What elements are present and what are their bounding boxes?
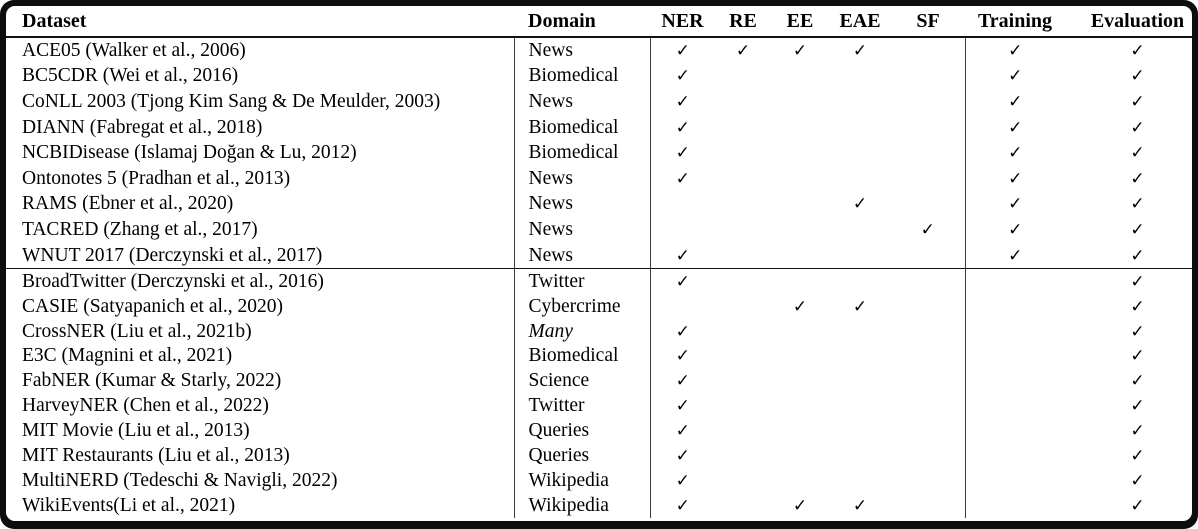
ner-check-cell bbox=[650, 319, 715, 344]
eae-check-cell bbox=[829, 37, 891, 64]
ner-check-cell bbox=[650, 344, 715, 369]
dataset-cell: MIT Restaurants (Liu et al., 2013) bbox=[22, 445, 290, 467]
dataset-cell: CrossNER (Liu et al., 2021b) bbox=[22, 320, 252, 342]
ner-check-cell bbox=[650, 243, 715, 269]
table-row bbox=[6, 294, 1192, 319]
column-header-domain: Domain bbox=[514, 6, 650, 37]
ee-check-cell bbox=[771, 166, 829, 192]
domain-cell: News bbox=[514, 37, 650, 64]
check-icon: ✓ bbox=[1130, 40, 1145, 61]
check-icon: ✓ bbox=[1130, 396, 1145, 417]
ner-check-cell bbox=[650, 192, 715, 218]
check-icon: ✓ bbox=[675, 40, 690, 61]
training-check-cell bbox=[965, 37, 1065, 64]
eae-check-cell bbox=[829, 64, 891, 90]
table-row bbox=[6, 89, 1192, 115]
eae-check-cell bbox=[829, 89, 891, 115]
ee-check-cell bbox=[771, 294, 829, 319]
domain-cell: News bbox=[514, 166, 650, 192]
re-check-cell bbox=[715, 294, 771, 319]
eae-check-cell bbox=[829, 369, 891, 394]
sf-check-cell bbox=[891, 269, 965, 294]
sf-check-cell bbox=[891, 166, 965, 192]
re-check-cell bbox=[715, 192, 771, 218]
check-icon: ✓ bbox=[1130, 421, 1145, 442]
eae-check-cell bbox=[829, 493, 891, 518]
check-icon: ✓ bbox=[1130, 194, 1145, 215]
check-icon: ✓ bbox=[675, 117, 690, 138]
table-row bbox=[6, 394, 1192, 419]
check-icon: ✓ bbox=[1008, 91, 1023, 112]
training-check-cell bbox=[965, 369, 1065, 394]
eae-check-cell bbox=[829, 140, 891, 166]
evaluation-check-cell bbox=[1065, 166, 1192, 192]
dataset-cell: FabNER (Kumar & Starly, 2022) bbox=[22, 370, 282, 392]
training-check-cell bbox=[965, 419, 1065, 444]
check-icon: ✓ bbox=[1130, 296, 1145, 317]
ee-check-cell bbox=[771, 89, 829, 115]
domain-cell: News bbox=[514, 217, 650, 243]
re-check-cell bbox=[715, 217, 771, 243]
table-row bbox=[6, 468, 1192, 493]
re-check-cell bbox=[715, 140, 771, 166]
evaluation-check-cell bbox=[1065, 192, 1192, 218]
domain-cell: Biomedical bbox=[514, 115, 650, 141]
check-icon: ✓ bbox=[675, 421, 690, 442]
datasets-table bbox=[6, 6, 1192, 518]
check-icon: ✓ bbox=[675, 271, 690, 292]
eae-check-cell bbox=[829, 192, 891, 218]
domain-cell: Biomedical bbox=[514, 140, 650, 166]
ee-check-cell bbox=[771, 493, 829, 518]
eae-check-cell bbox=[829, 294, 891, 319]
eae-check-cell bbox=[829, 444, 891, 469]
re-check-cell bbox=[715, 89, 771, 115]
evaluation-check-cell bbox=[1065, 115, 1192, 141]
evaluation-check-cell bbox=[1065, 217, 1192, 243]
eae-check-cell bbox=[829, 319, 891, 344]
dataset-cell: BC5CDR (Wei et al., 2016) bbox=[22, 65, 239, 87]
check-icon: ✓ bbox=[792, 495, 808, 516]
ee-check-cell bbox=[771, 243, 829, 269]
table-row bbox=[6, 444, 1192, 469]
evaluation-check-cell bbox=[1065, 369, 1192, 394]
domain-cell: Queries bbox=[514, 419, 650, 444]
column-header-eae: EAE bbox=[829, 6, 891, 37]
sf-check-cell bbox=[891, 243, 965, 269]
section-training-and-evaluation-datasets bbox=[6, 37, 1192, 269]
evaluation-check-cell bbox=[1065, 319, 1192, 344]
check-icon: ✓ bbox=[852, 296, 868, 317]
check-icon: ✓ bbox=[792, 296, 808, 317]
domain-cell: Twitter bbox=[514, 394, 650, 419]
sf-check-cell bbox=[891, 344, 965, 369]
re-check-cell bbox=[715, 269, 771, 294]
ee-check-cell bbox=[771, 319, 829, 344]
check-icon: ✓ bbox=[675, 143, 690, 164]
check-icon: ✓ bbox=[675, 446, 690, 467]
ner-check-cell bbox=[650, 37, 715, 64]
sf-check-cell bbox=[891, 394, 965, 419]
sf-check-cell bbox=[891, 217, 965, 243]
eae-check-cell bbox=[829, 394, 891, 419]
dataset-cell: TACRED (Zhang et al., 2017) bbox=[22, 218, 258, 240]
evaluation-check-cell bbox=[1065, 140, 1192, 166]
table-row bbox=[6, 419, 1192, 444]
domain-cell: Wikipedia bbox=[514, 468, 650, 493]
re-check-cell bbox=[715, 319, 771, 344]
re-check-cell bbox=[715, 493, 771, 518]
domain-cell: News bbox=[514, 243, 650, 269]
check-icon: ✓ bbox=[675, 346, 690, 367]
training-check-cell bbox=[965, 319, 1065, 344]
domain-cell: Science bbox=[514, 369, 650, 394]
check-icon: ✓ bbox=[1130, 271, 1145, 292]
dataset-cell: CoNLL 2003 (Tjong Kim Sang & De Meulder, 2003) bbox=[22, 90, 441, 112]
check-icon: ✓ bbox=[1008, 143, 1023, 164]
dataset-cell: MIT Movie (Liu et al., 2013) bbox=[22, 420, 250, 442]
dataset-cell: DIANN (Fabregat et al., 2018) bbox=[22, 116, 263, 138]
ner-check-cell bbox=[650, 468, 715, 493]
check-icon: ✓ bbox=[1130, 168, 1145, 189]
evaluation-check-cell bbox=[1065, 269, 1192, 294]
ner-check-cell bbox=[650, 64, 715, 90]
table-row bbox=[6, 64, 1192, 90]
ner-check-cell bbox=[650, 115, 715, 141]
domain-cell: Queries bbox=[514, 444, 650, 469]
check-icon: ✓ bbox=[1008, 219, 1023, 240]
eae-check-cell bbox=[829, 269, 891, 294]
check-icon: ✓ bbox=[675, 470, 690, 491]
check-icon: ✓ bbox=[1008, 245, 1023, 266]
domain-cell: Cybercrime bbox=[514, 294, 650, 319]
check-icon: ✓ bbox=[1130, 117, 1145, 138]
re-check-cell bbox=[715, 37, 771, 64]
check-icon: ✓ bbox=[675, 371, 690, 392]
table-sheet bbox=[6, 6, 1192, 521]
sf-check-cell bbox=[891, 444, 965, 469]
table-row bbox=[6, 115, 1192, 141]
evaluation-check-cell bbox=[1065, 37, 1192, 64]
check-icon: ✓ bbox=[1130, 495, 1145, 516]
re-check-cell bbox=[715, 166, 771, 192]
ner-check-cell bbox=[650, 493, 715, 518]
check-icon: ✓ bbox=[792, 40, 808, 61]
training-check-cell bbox=[965, 344, 1065, 369]
ee-check-cell bbox=[771, 444, 829, 469]
ee-check-cell bbox=[771, 419, 829, 444]
training-check-cell bbox=[965, 468, 1065, 493]
eae-check-cell bbox=[829, 344, 891, 369]
sf-check-cell bbox=[891, 140, 965, 166]
table-row bbox=[6, 269, 1192, 294]
check-icon: ✓ bbox=[1130, 371, 1145, 392]
ner-check-cell bbox=[650, 419, 715, 444]
ee-check-cell bbox=[771, 394, 829, 419]
training-check-cell bbox=[965, 217, 1065, 243]
check-icon: ✓ bbox=[1008, 40, 1023, 61]
column-header-ee: EE bbox=[771, 6, 829, 37]
ner-check-cell bbox=[650, 89, 715, 115]
training-check-cell bbox=[965, 140, 1065, 166]
evaluation-check-cell bbox=[1065, 468, 1192, 493]
check-icon: ✓ bbox=[1008, 66, 1023, 87]
check-icon: ✓ bbox=[675, 495, 690, 516]
ner-check-cell bbox=[650, 269, 715, 294]
sf-check-cell bbox=[891, 192, 965, 218]
ner-check-cell bbox=[650, 394, 715, 419]
domain-cell: Wikipedia bbox=[514, 493, 650, 518]
ner-check-cell bbox=[650, 166, 715, 192]
table-row bbox=[6, 369, 1192, 394]
re-check-cell bbox=[715, 369, 771, 394]
evaluation-check-cell bbox=[1065, 444, 1192, 469]
check-icon: ✓ bbox=[1008, 168, 1023, 189]
sf-check-cell bbox=[891, 89, 965, 115]
check-icon: ✓ bbox=[675, 245, 690, 266]
re-check-cell bbox=[715, 243, 771, 269]
table-row bbox=[6, 217, 1192, 243]
training-check-cell bbox=[965, 294, 1065, 319]
check-icon: ✓ bbox=[675, 396, 690, 417]
ee-check-cell bbox=[771, 217, 829, 243]
ee-check-cell bbox=[771, 369, 829, 394]
check-icon: ✓ bbox=[675, 321, 690, 342]
dataset-cell: ACE05 (Walker et al., 2006) bbox=[22, 39, 246, 61]
re-check-cell bbox=[715, 64, 771, 90]
column-header-re: RE bbox=[715, 6, 771, 37]
ner-check-cell bbox=[650, 444, 715, 469]
sf-check-cell bbox=[891, 419, 965, 444]
check-icon: ✓ bbox=[852, 495, 868, 516]
check-icon: ✓ bbox=[1008, 117, 1023, 138]
evaluation-check-cell bbox=[1065, 344, 1192, 369]
training-check-cell bbox=[965, 89, 1065, 115]
domain-cell: News bbox=[514, 192, 650, 218]
column-header-training: Training bbox=[965, 6, 1065, 37]
ner-check-cell bbox=[650, 217, 715, 243]
evaluation-check-cell bbox=[1065, 64, 1192, 90]
evaluation-check-cell bbox=[1065, 394, 1192, 419]
evaluation-check-cell bbox=[1065, 493, 1192, 518]
table-row bbox=[6, 37, 1192, 64]
ner-check-cell bbox=[650, 294, 715, 319]
eae-check-cell bbox=[829, 217, 891, 243]
check-icon: ✓ bbox=[1130, 91, 1145, 112]
training-check-cell bbox=[965, 394, 1065, 419]
table-row bbox=[6, 319, 1192, 344]
ee-check-cell bbox=[771, 37, 829, 64]
table-row bbox=[6, 166, 1192, 192]
sf-check-cell bbox=[891, 369, 965, 394]
check-icon: ✓ bbox=[1130, 470, 1145, 491]
evaluation-check-cell bbox=[1065, 294, 1192, 319]
evaluation-check-cell bbox=[1065, 89, 1192, 115]
header-row bbox=[6, 6, 1192, 37]
re-check-cell bbox=[715, 468, 771, 493]
check-icon: ✓ bbox=[1130, 143, 1145, 164]
training-check-cell bbox=[965, 269, 1065, 294]
re-check-cell bbox=[715, 419, 771, 444]
column-header-sf: SF bbox=[891, 6, 965, 37]
column-header-ner: NER bbox=[650, 6, 715, 37]
evaluation-check-cell bbox=[1065, 419, 1192, 444]
ee-check-cell bbox=[771, 192, 829, 218]
ee-check-cell bbox=[771, 269, 829, 294]
check-icon: ✓ bbox=[852, 194, 868, 215]
ee-check-cell bbox=[771, 140, 829, 166]
sf-check-cell bbox=[891, 294, 965, 319]
dataset-cell: CASIE (Satyapanich et al., 2020) bbox=[22, 295, 284, 317]
domain-cell: Biomedical bbox=[514, 64, 650, 90]
check-icon: ✓ bbox=[1130, 245, 1145, 266]
dataset-cell: NCBIDisease (Islamaj Doğan & Lu, 2012) bbox=[22, 142, 357, 164]
check-icon: ✓ bbox=[735, 40, 751, 61]
re-check-cell bbox=[715, 115, 771, 141]
table-row bbox=[6, 493, 1192, 518]
ee-check-cell bbox=[771, 468, 829, 493]
domain-cell: News bbox=[514, 89, 650, 115]
eae-check-cell bbox=[829, 468, 891, 493]
evaluation-check-cell bbox=[1065, 243, 1192, 269]
domain-cell: Twitter bbox=[514, 269, 650, 294]
dataset-cell: WikiEvents(Li et al., 2021) bbox=[22, 494, 236, 516]
check-icon: ✓ bbox=[1130, 446, 1145, 467]
sf-check-cell bbox=[891, 468, 965, 493]
table-row bbox=[6, 243, 1192, 269]
check-icon: ✓ bbox=[1130, 219, 1145, 240]
training-check-cell bbox=[965, 166, 1065, 192]
eae-check-cell bbox=[829, 419, 891, 444]
dataset-cell: RAMS (Ebner et al., 2020) bbox=[22, 193, 234, 215]
check-icon: ✓ bbox=[1008, 194, 1023, 215]
training-check-cell bbox=[965, 115, 1065, 141]
training-check-cell bbox=[965, 493, 1065, 518]
training-check-cell bbox=[965, 444, 1065, 469]
eae-check-cell bbox=[829, 166, 891, 192]
dataset-cell: BroadTwitter (Derczynski et al., 2016) bbox=[22, 270, 324, 292]
re-check-cell bbox=[715, 344, 771, 369]
training-check-cell bbox=[965, 192, 1065, 218]
re-check-cell bbox=[715, 394, 771, 419]
sf-check-cell bbox=[891, 115, 965, 141]
dataset-cell: HarveyNER (Chen et al., 2022) bbox=[22, 395, 269, 417]
ner-check-cell bbox=[650, 369, 715, 394]
eae-check-cell bbox=[829, 115, 891, 141]
check-icon: ✓ bbox=[1130, 321, 1145, 342]
check-icon: ✓ bbox=[1130, 346, 1145, 367]
table-row bbox=[6, 192, 1192, 218]
check-icon: ✓ bbox=[675, 66, 690, 87]
training-check-cell bbox=[965, 64, 1065, 90]
column-header-dataset: Dataset bbox=[6, 6, 514, 37]
domain-cell: Many bbox=[514, 319, 650, 344]
check-icon: ✓ bbox=[675, 91, 690, 112]
dataset-cell: MultiNERD (Tedeschi & Navigli, 2022) bbox=[22, 469, 338, 491]
domain-cell: Biomedical bbox=[514, 344, 650, 369]
table-row bbox=[6, 140, 1192, 166]
dataset-cell: Ontonotes 5 (Pradhan et al., 2013) bbox=[22, 167, 291, 189]
re-check-cell bbox=[715, 444, 771, 469]
section-evaluation-only-datasets bbox=[6, 269, 1192, 518]
check-icon: ✓ bbox=[920, 219, 935, 240]
table-row bbox=[6, 344, 1192, 369]
eae-check-cell bbox=[829, 243, 891, 269]
sf-check-cell bbox=[891, 319, 965, 344]
sf-check-cell bbox=[891, 37, 965, 64]
dataset-cell: E3C (Magnini et al., 2021) bbox=[22, 345, 233, 367]
check-icon: ✓ bbox=[852, 40, 868, 61]
ee-check-cell bbox=[771, 344, 829, 369]
training-check-cell bbox=[965, 243, 1065, 269]
sf-check-cell bbox=[891, 64, 965, 90]
column-header-evaluation: Evaluation bbox=[1065, 6, 1192, 37]
sf-check-cell bbox=[891, 493, 965, 518]
ner-check-cell bbox=[650, 140, 715, 166]
check-icon: ✓ bbox=[675, 168, 690, 189]
check-icon: ✓ bbox=[1130, 66, 1145, 87]
ee-check-cell bbox=[771, 115, 829, 141]
dataset-cell: WNUT 2017 (Derczynski et al., 2017) bbox=[6, 243, 514, 269]
ee-check-cell bbox=[771, 64, 829, 90]
